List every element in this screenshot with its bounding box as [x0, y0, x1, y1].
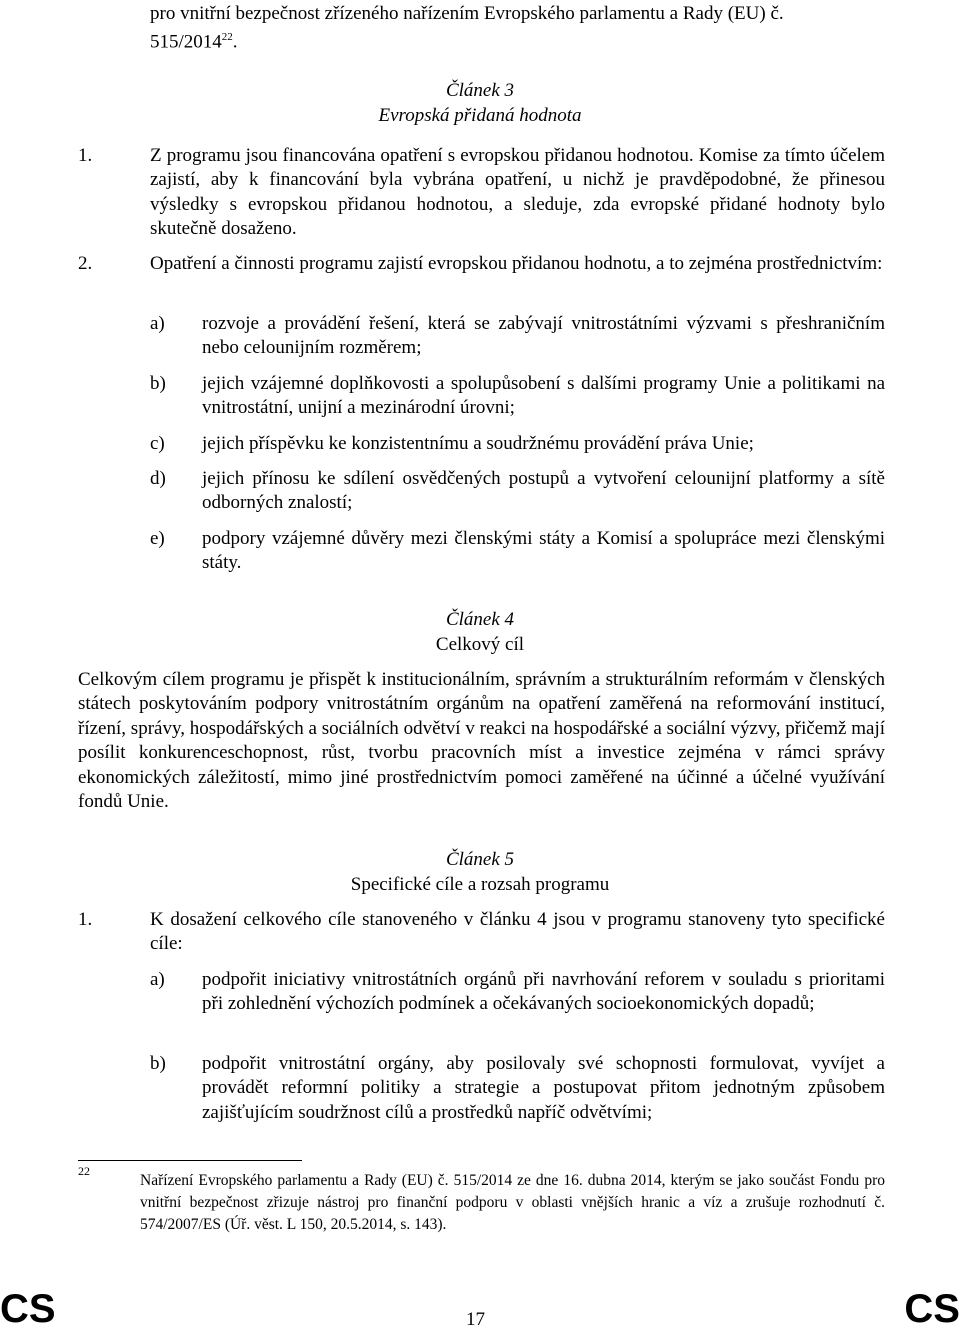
intro-line-2-end: . [232, 31, 238, 53]
article-5-title: Specifické cíle a rozsah programu [350, 874, 610, 895]
article-3-item-d-label: d) [150, 468, 166, 489]
article-3-item-a-label: a) [150, 313, 165, 334]
article-5-item-b-label: b) [150, 1053, 166, 1074]
intro-line-2-text: 515/2014 [150, 31, 222, 53]
article-3-item-a-text: rozvoje a provádění řešení, která se zabývají vnitrostátními výzvami s přeshraničním nebo celounijním rozměrem; [202, 313, 885, 359]
article-3-item-b-label: b) [150, 373, 166, 394]
article-5-p1-number: 1. [78, 909, 93, 930]
article-5-item-a-label: a) [150, 969, 165, 990]
footnote-number: 22 [78, 1164, 90, 1178]
article-3-item-c-label: c) [150, 433, 165, 454]
article-5-item-b-text: podpořit vnitrostátní orgány, aby posilovaly své schopnosti formulovat, vyvíjet a provádět reformní politiky a strategie a postupovat přitom jednotným způsobem zajišťujícím soudržnost cílů a prostředků napříč odvětvími; [202, 1053, 885, 1123]
article-5-p1-text: K dosažení celkového cíle stanoveného v článku 4 jsou v programu stanoveny tyto specifické cíle: [150, 909, 885, 955]
article-3-item-d-text: jejich přínosu ke sdílení osvědčených postupů a vytvoření celounijní platformy a sítě odborných znalostí; [202, 468, 885, 514]
footer-language-left: CS [0, 1287, 56, 1331]
page-number: 17 [466, 1309, 485, 1330]
article-4-title: Celkový cíl [435, 634, 525, 655]
article-3-p1-text: Z programu jsou financována opatření s evropskou přidanou hodnotou. Komise za tímto účelem zajistí, aby k financování byla vybrána opatření, u nichž je pravděpodobné, že přinesou výsledky s evropskou přidanou hodnotou, a sleduje, zda evropské přidané hodnoty bylo skutečně dosaženo. [150, 145, 885, 240]
article-5-heading: Článek 5 [445, 849, 515, 870]
article-3-item-e-text: podpory vzájemné důvěry mezi členskými státy a Komisí a spolupráce mezi členskými státy. [202, 528, 885, 574]
article-5-item-a-text: podpořit iniciativy vnitrostátních orgánů při navrhování reforem v souladu s prioritami při zohlednění výchozích podmínek a očekávaných socioekonomických dopadů; [202, 969, 885, 1015]
article-4-heading: Článek 4 [445, 609, 515, 630]
article-3-p2-text: Opatření a činnosti programu zajistí evropskou přidanou hodnotu, a to zejména prostřednictvím: [150, 253, 883, 274]
article-3-item-c-text: jejich příspěvku ke konzistentnímu a soudržnému provádění práva Unie; [202, 433, 754, 454]
intro-line-1: pro vnitřní bezpečnost zřízeného nařízením Evropského parlamentu a Rady (EU) č. [150, 3, 784, 24]
article-4-body: Celkovým cílem programu je přispět k institucionálním, správním a strukturálním reformám v členských státech poskytováním podpory vnitrostátním orgánům na opatření zaměřená na reformování institucí, řízení, správy, hospodářských a sociálních odvětví v reakci na hospodářské a sociální výzvy, přičemž mají posílit konkurenceschopnost, růst, tvorbu pracovních míst a investice zejména v rámci správy ekonomických záležitostí, mimo jiné prostřednictvím pomoci zaměřené na účinné a účelné využívání fondů Unie. [78, 669, 885, 813]
article-3-heading: Článek 3 [445, 80, 515, 101]
article-3-item-e-label: e) [150, 528, 165, 549]
article-3-item-b-text: jejich vzájemné doplňkovosti a spolupůsobení s dalšími programy Unie a politikami na vnitrostátní, unijní a mezinárodní úrovni; [202, 373, 885, 419]
article-3-title: Evropská přidaná hodnota [378, 105, 582, 126]
intro-line-2 [150, 24, 238, 55]
article-3-p1-number: 1. [78, 145, 93, 166]
footnote-separator [78, 1160, 302, 1161]
footnote-text: Nařízení Evropského parlamentu a Rady (EU) č. 515/2014 ze dne 16. dubna 2014, kterým se jako součást Fondu pro vnitřní bezpečnost zřizuje nástroj pro finanční podporu v oblasti vnějších hranic a víz a zrušuje rozhodnutí č. 574/2007/ES (Úř. věst. L 150, 20.5.2014, s. 143). [140, 1172, 885, 1233]
footnote-reference: 22 [221, 31, 233, 43]
footer-language-right: CS [904, 1287, 960, 1331]
article-3-p2-number: 2. [78, 253, 93, 274]
